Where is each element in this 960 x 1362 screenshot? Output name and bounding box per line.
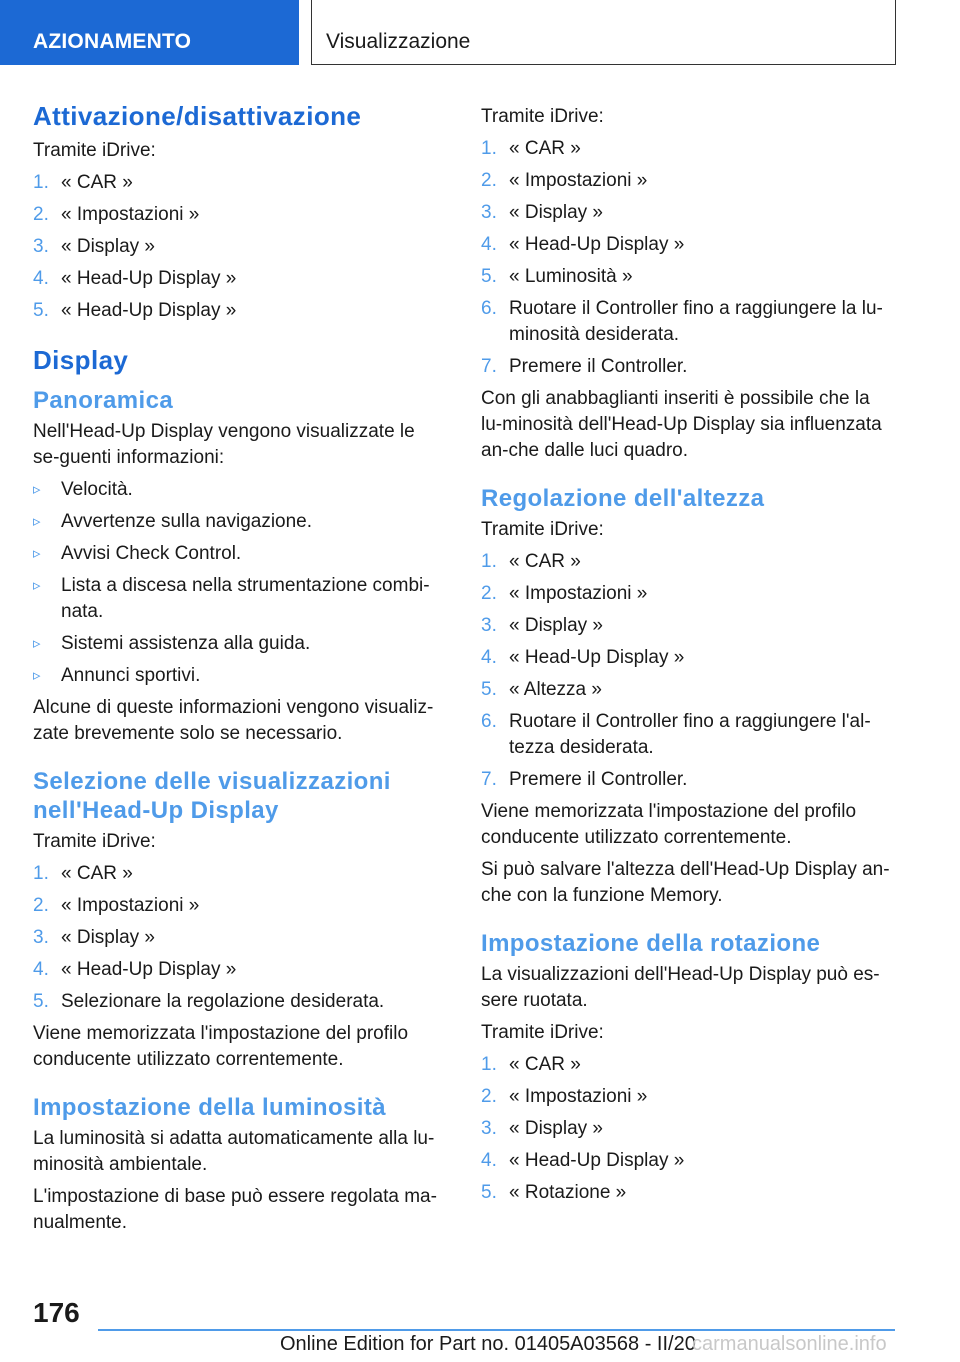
- rotation-title: Impostazione della rotazione: [481, 930, 821, 957]
- step-text: « Impostazioni »: [61, 204, 200, 225]
- brightness-title: Impostazione della luminosità: [33, 1094, 386, 1121]
- brightness-text-2: L'impostazione di base può essere regolata ma-nualmente.: [33, 1186, 437, 1233]
- step-text: « Altezza »: [509, 679, 602, 700]
- step-number: 5.: [481, 266, 497, 287]
- step-number: 1.: [481, 1054, 497, 1075]
- triangle-bullet-icon: ▹: [33, 545, 41, 562]
- brightness-steps: [481, 136, 896, 380]
- overview-title: Panoramica: [33, 387, 174, 414]
- step-item: [33, 957, 443, 983]
- step-number: 1.: [33, 172, 49, 193]
- step-text: « CAR »: [509, 138, 581, 159]
- step-item: [481, 581, 896, 607]
- step-text: « CAR »: [61, 172, 133, 193]
- footer-divider: [98, 1329, 895, 1331]
- step-number: 3.: [481, 1118, 497, 1139]
- display-title: Display: [33, 345, 129, 375]
- step-number: 2.: [481, 170, 497, 191]
- selection-steps: [33, 861, 443, 1015]
- step-number: 7.: [481, 769, 497, 790]
- bullet-item: [33, 631, 443, 657]
- header-chapter-label: Visualizzazione: [326, 30, 471, 53]
- selection-note: Viene memorizzata l'impostazione del profilo conducente utilizzato correntemente.: [33, 1023, 409, 1070]
- bullet-item: [33, 509, 443, 535]
- height-note-1: Viene memorizzata l'impostazione del profilo conducente utilizzato correntemente.: [481, 801, 857, 848]
- footer-watermark: carmanualsonline.info: [692, 1333, 887, 1355]
- step-item: [33, 925, 443, 951]
- step-item: [481, 709, 896, 761]
- step-number: 2.: [33, 204, 49, 225]
- step-item: [481, 677, 896, 703]
- step-text: Ruotare il Controller fino a raggiungere la lu-minosità desiderata.: [509, 298, 883, 345]
- bullet-text: Velocità.: [61, 479, 133, 500]
- activation-steps: [33, 170, 443, 324]
- step-item: [33, 266, 443, 292]
- step-text: « Head-Up Display »: [509, 234, 685, 255]
- selection-intro: Tramite iDrive:: [33, 831, 156, 852]
- step-item: [481, 1180, 896, 1206]
- bullet-text: Avvertenze sulla navigazione.: [61, 511, 313, 532]
- activation-title: Attivazione/disattivazione: [33, 101, 362, 131]
- triangle-bullet-icon: ▹: [33, 513, 41, 530]
- step-number: 2.: [481, 583, 497, 604]
- step-item: [33, 234, 443, 260]
- header-chapter-box: [311, 0, 896, 65]
- step-text: « Head-Up Display »: [61, 300, 237, 321]
- step-item: [33, 861, 443, 887]
- step-number: 4.: [481, 234, 497, 255]
- selection-title: Selezione delle visualizzazioni nell'Head-Up Display: [33, 768, 391, 824]
- brightness-note: Con gli anabbaglianti inseriti è possibile che la lu-minosità dell'Head-Up Display sia influenzata an-che dalle luci quadro.: [481, 388, 882, 461]
- brightness-cont-intro: Tramite iDrive:: [481, 106, 604, 127]
- step-text: « Impostazioni »: [509, 583, 648, 604]
- step-item: [481, 354, 896, 380]
- step-item: [481, 613, 896, 639]
- bullet-text: Sistemi assistenza alla guida.: [61, 633, 311, 654]
- step-text: « CAR »: [509, 1054, 581, 1075]
- triangle-bullet-icon: ▹: [33, 635, 41, 652]
- height-note-2: Si può salvare l'altezza dell'Head-Up Display an-che con la funzione Memory.: [481, 859, 890, 906]
- step-number: 3.: [33, 927, 49, 948]
- step-text: « Impostazioni »: [61, 895, 200, 916]
- step-text: Selezionare la regolazione desiderata.: [61, 991, 385, 1012]
- step-item: [481, 1084, 896, 1110]
- step-text: « Display »: [61, 236, 155, 257]
- step-text: Premere il Controller.: [509, 356, 688, 377]
- step-number: 3.: [481, 202, 497, 223]
- step-text: « CAR »: [61, 863, 133, 884]
- step-item: [481, 645, 896, 671]
- step-item: [481, 549, 896, 575]
- header-section-label: AZIONAMENTO: [33, 30, 192, 53]
- step-text: « Display »: [509, 202, 603, 223]
- step-text: « Head-Up Display »: [509, 647, 685, 668]
- step-number: 1.: [481, 551, 497, 572]
- step-text: « Head-Up Display »: [61, 959, 237, 980]
- bullet-item: [33, 477, 443, 503]
- page-number: 176: [33, 1297, 80, 1328]
- step-number: 3.: [481, 615, 497, 636]
- overview-text: Nell'Head-Up Display vengono visualizzate le se-guenti informazioni:: [33, 421, 415, 468]
- step-text: Ruotare il Controller fino a raggiungere l'al-tezza desiderata.: [509, 711, 871, 758]
- step-item: [33, 202, 443, 228]
- footer-edition: Online Edition for Part no. 01405A03568 - II/20: [280, 1333, 696, 1355]
- step-number: 2.: [33, 895, 49, 916]
- right-column: [481, 104, 896, 1212]
- step-number: 4.: [33, 268, 49, 289]
- height-intro: Tramite iDrive:: [481, 519, 604, 540]
- step-number: 5.: [481, 679, 497, 700]
- step-text: « Rotazione »: [509, 1182, 627, 1203]
- brightness-text-1: La luminosità si adatta automaticamente alla lu-minosità ambientale.: [33, 1128, 435, 1175]
- bullet-item: [33, 541, 443, 567]
- step-item: [481, 767, 896, 793]
- step-item: [481, 1148, 896, 1174]
- step-number: 4.: [481, 647, 497, 668]
- step-number: 1.: [33, 863, 49, 884]
- step-text: Premere il Controller.: [509, 769, 688, 790]
- step-item: [481, 232, 896, 258]
- step-item: [33, 893, 443, 919]
- step-item: [481, 136, 896, 162]
- rotation-intro: Tramite iDrive:: [481, 1022, 604, 1043]
- activation-intro: Tramite iDrive:: [33, 140, 156, 161]
- step-text: « Impostazioni »: [509, 170, 648, 191]
- bullet-text: Annunci sportivi.: [61, 665, 201, 686]
- step-item: [33, 170, 443, 196]
- step-item: [481, 296, 896, 348]
- step-text: « Head-Up Display »: [509, 1150, 685, 1171]
- step-text: « Luminosità »: [509, 266, 633, 287]
- step-number: 4.: [33, 959, 49, 980]
- step-text: « CAR »: [509, 551, 581, 572]
- step-text: « Display »: [509, 615, 603, 636]
- step-number: 6.: [481, 298, 497, 319]
- bullet-item: [33, 663, 443, 689]
- step-item: [481, 1052, 896, 1078]
- bullet-text: Avvisi Check Control.: [61, 543, 242, 564]
- step-text: « Head-Up Display »: [61, 268, 237, 289]
- step-number: 3.: [33, 236, 49, 257]
- triangle-bullet-icon: ▹: [33, 577, 41, 594]
- step-text: « Display »: [61, 927, 155, 948]
- triangle-bullet-icon: ▹: [33, 667, 41, 684]
- step-text: « Impostazioni »: [509, 1086, 648, 1107]
- rotation-text: La visualizzazioni dell'Head-Up Display può es-sere ruotata.: [481, 964, 880, 1011]
- left-column: [33, 100, 443, 1236]
- step-item: [33, 989, 443, 1015]
- step-number: 5.: [481, 1182, 497, 1203]
- step-number: 1.: [481, 138, 497, 159]
- step-text: « Display »: [509, 1118, 603, 1139]
- step-number: 6.: [481, 711, 497, 732]
- triangle-bullet-icon: ▹: [33, 481, 41, 498]
- step-number: 7.: [481, 356, 497, 377]
- bullet-text: Lista a discesa nella strumentazione combi-nata.: [61, 575, 430, 622]
- step-item: [481, 264, 896, 290]
- header-section-tab: [0, 0, 299, 65]
- step-number: 4.: [481, 1150, 497, 1171]
- bullet-item: [33, 573, 443, 625]
- step-item: [481, 1116, 896, 1142]
- rotation-steps: [481, 1052, 896, 1206]
- step-number: 2.: [481, 1086, 497, 1107]
- step-item: [33, 298, 443, 324]
- overview-bullets: [33, 477, 443, 689]
- height-steps: [481, 549, 896, 793]
- overview-note: Alcune di queste informazioni vengono visualiz-zate brevemente solo se necessario.: [33, 697, 434, 744]
- step-item: [481, 200, 896, 226]
- step-number: 5.: [33, 991, 49, 1012]
- step-item: [481, 168, 896, 194]
- height-title: Regolazione dell'altezza: [481, 485, 765, 512]
- step-number: 5.: [33, 300, 49, 321]
